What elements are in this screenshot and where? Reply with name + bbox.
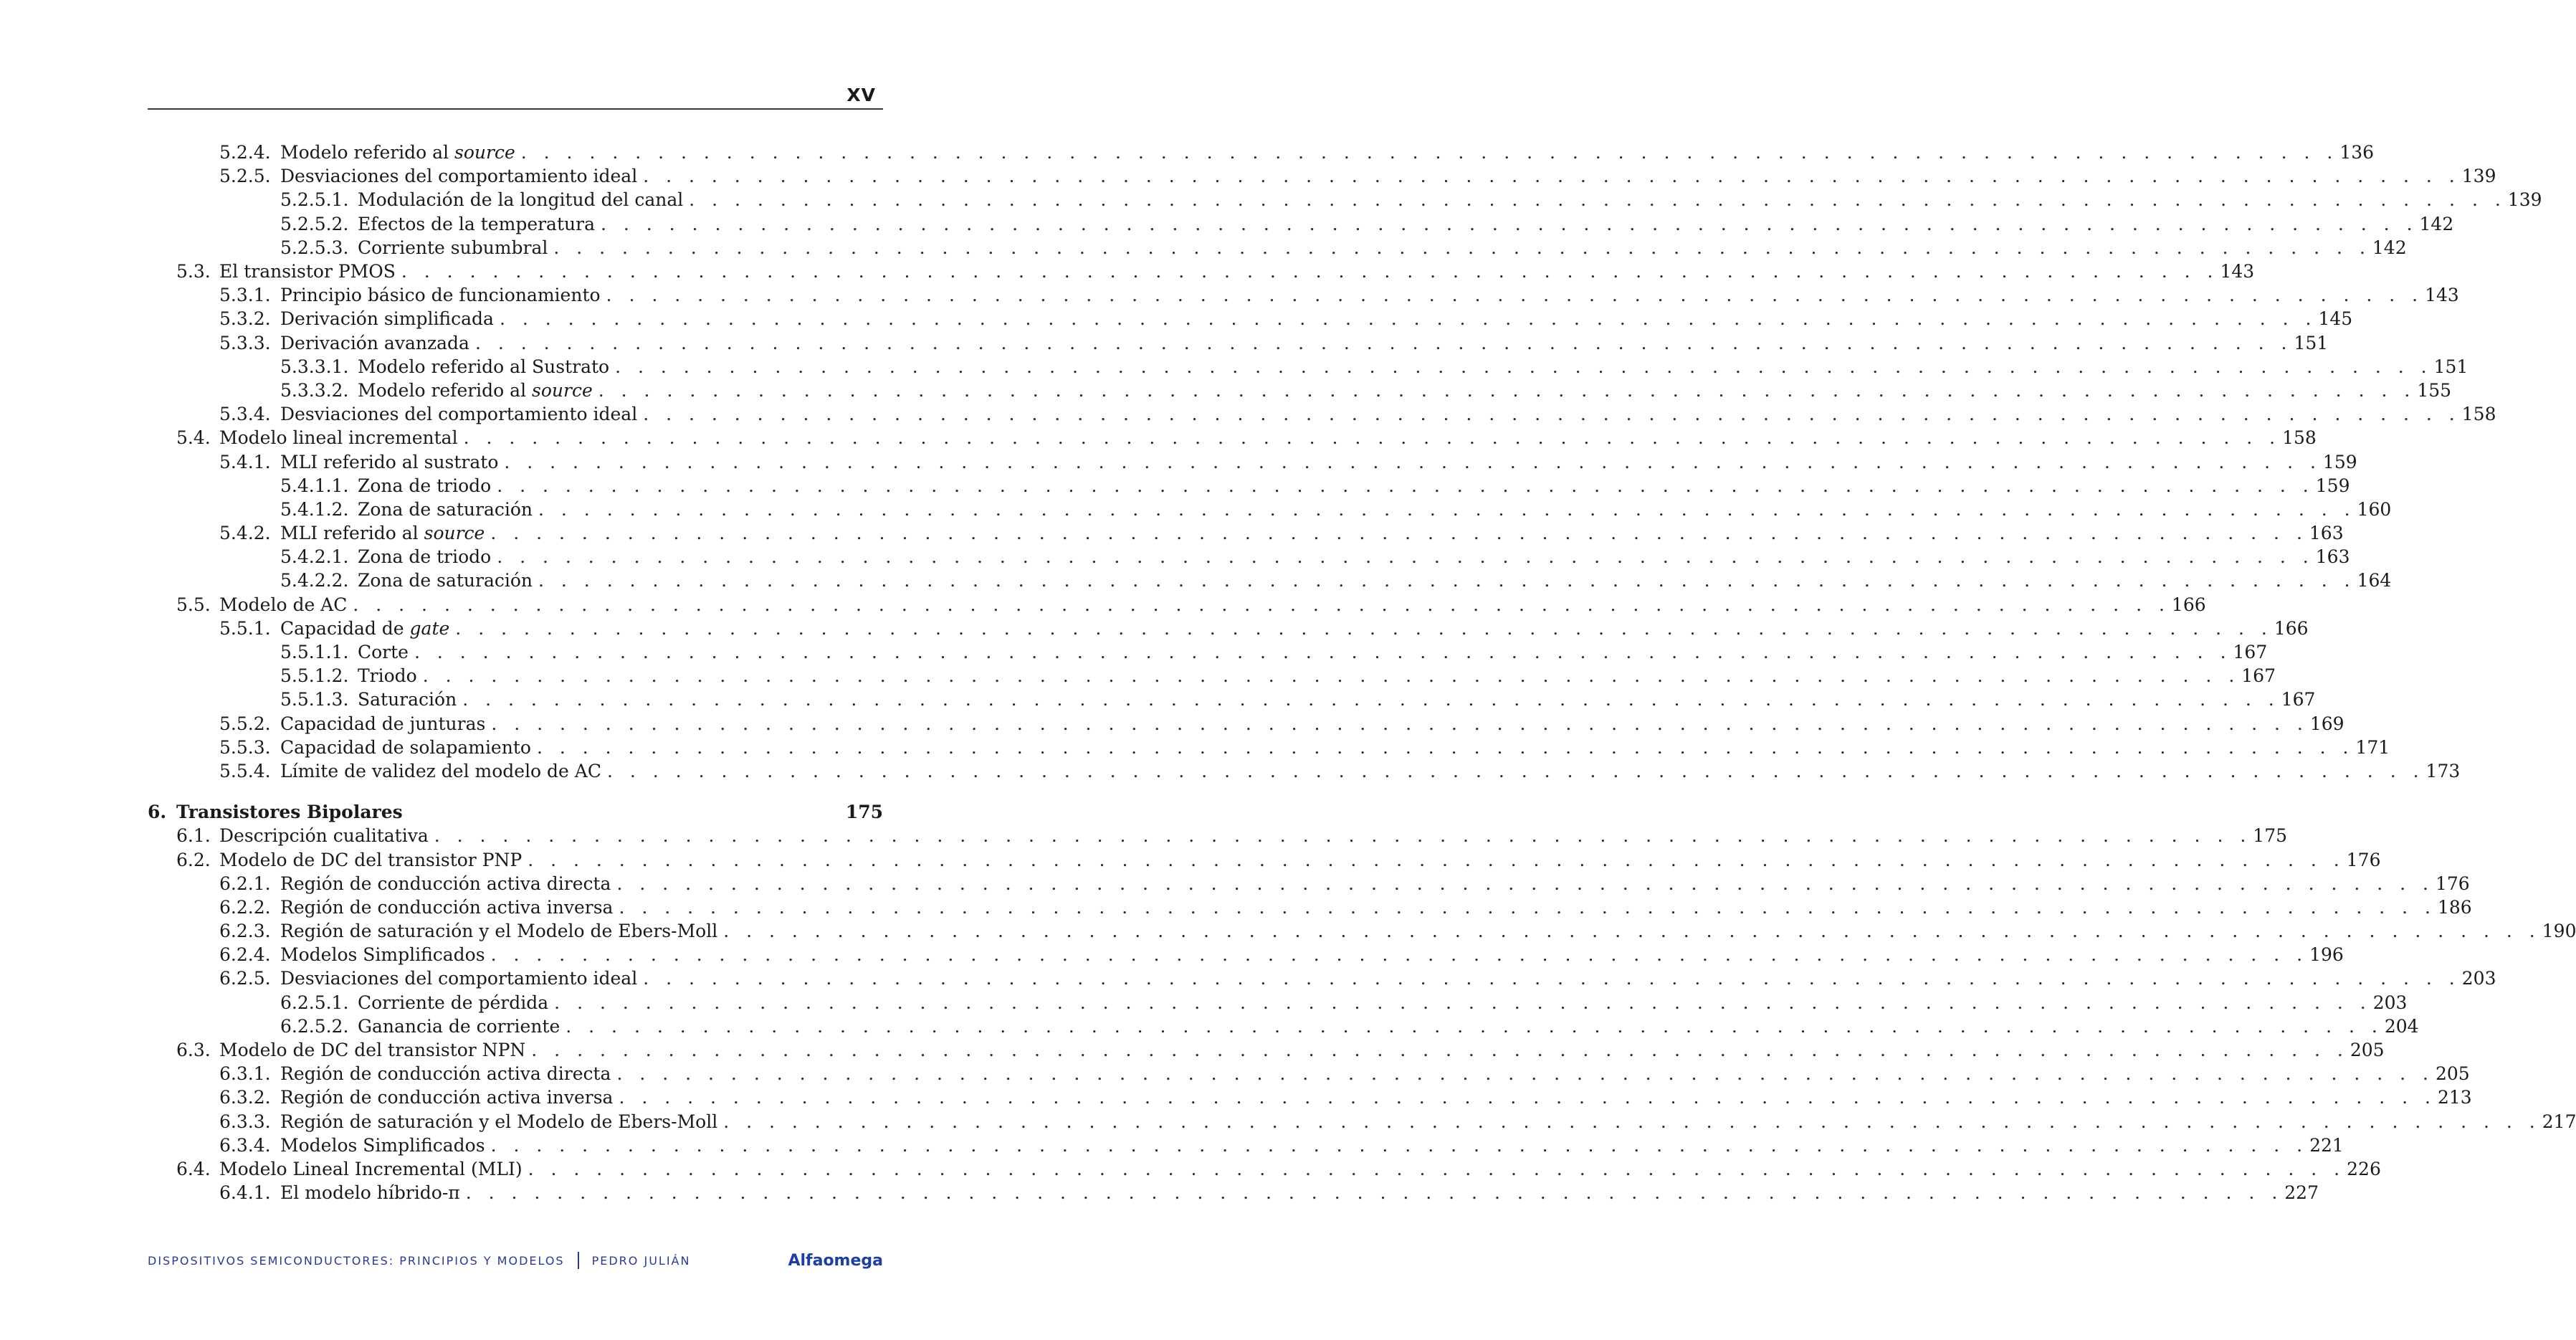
toc-title-text: Zona de triodo (358, 546, 492, 568)
toc-title (219, 594, 353, 615)
toc-leader-dots: . . . . . . . . . . . . . . . . . . . . . . . . . . . . . . . . . . . . . . . . . . . . . . . . . . . . . . . . . . . . . . . . . . . . . . . . . . . . . . . . (422, 665, 2241, 687)
toc-title-text: Zona de saturación (358, 570, 533, 591)
toc-page-number: 139 (2507, 189, 2542, 211)
toc-page-number: 167 (2241, 665, 2276, 687)
toc-row[interactable] (148, 402, 2496, 426)
toc-title-text: Derivación avanzada (280, 332, 469, 353)
toc-row[interactable] (148, 498, 2392, 521)
toc-row[interactable] (148, 759, 2461, 783)
toc-title-text: Región de conducción activa inversa (280, 1087, 614, 1108)
toc-leader-dots: . . . . . . . . . . . . . . . . . . . . . . . . . . . . . . . . . . . . . . . . . . . . . . . . . . . . . . . . . . . . . . . . . . . . . . . . . . . . . . . . (538, 570, 2356, 591)
toc-title-text: Desviaciones del comportamiento ideal (280, 166, 638, 187)
toc-leader-dots: . . . . . . . . . . . . . . . . . . . . . . . . . . . . . . . . . . . . . . . . . . . . . . . . . . . . . . . . . . . . . . . . . . . . . . . . . . . . . . . . (353, 594, 2170, 615)
toc-title-text: Modelo lineal incremental (219, 427, 458, 449)
toc-number: 5.3.2. (219, 308, 271, 330)
toc-number: 5.4.2.2. (280, 570, 349, 591)
toc-number: 6. (148, 802, 167, 823)
toc-row[interactable] (148, 1110, 2576, 1134)
toc-title-text: Descripción cualitativa (219, 825, 429, 847)
toc-title (280, 968, 643, 989)
toc-leader-dots: . . . . . . . . . . . . . . . . . . . . . . . . . . . . . . . . . . . . . . . . . . . . . . . . . . . . . . . . . . . . . . . . . . . . . . . . . . . . . . . . (689, 189, 2506, 211)
toc-title (176, 802, 409, 822)
toc-page-number: 203 (2461, 968, 2496, 989)
toc-number: 5.5.1.3. (280, 689, 349, 711)
toc-page-number: 163 (2315, 546, 2350, 568)
toc-leader-dots: . . . . . . . . . . . . . . . . . . . . . . . . . . . . . . . . . . . . . . . . . . . . . . . . . . . . . . . . . . . . . . . . . . . . . . . . . . . . . . . . (554, 992, 2372, 1013)
toc-row[interactable] (148, 379, 2452, 402)
toc-title (280, 285, 606, 305)
toc-page-number: 213 (2438, 1087, 2472, 1108)
toc-title-text: Transistores Bipolares (176, 802, 403, 823)
toc-title (280, 523, 490, 543)
toc-page-number: 159 (2315, 475, 2350, 496)
header-rule (148, 108, 883, 110)
toc-title-emphasis: gate (409, 617, 450, 639)
toc-number: 6.2.4. (219, 944, 271, 966)
toc-title-text: Modelo referido al (358, 379, 533, 401)
toc-number: 5.4.2.1. (280, 546, 349, 568)
toc-title-emphasis: source (532, 379, 593, 401)
toc-leader-dots: . . . . . . . . . . . . . . . . . . . . . . . . . . . . . . . . . . . . . . . . . . . . . . . . . . . . . . . . . . . . . . . . . . . . . . . . . . . . . . . . (491, 713, 2309, 734)
toc-title-text: Región de conducción activa directa (280, 873, 611, 894)
toc-row[interactable] (148, 1062, 2470, 1085)
toc-title (280, 452, 504, 472)
toc-row[interactable] (148, 966, 2496, 990)
toc-title (358, 570, 538, 591)
toc-leader-dots: . . . . . . . . . . . . . . . . . . . . . . . . . . . . . . . . . . . . . . . . . . . . . . . . . . . . . . . . . . . . . . . . . . . . . . . . . . . . . . . . (723, 1111, 2541, 1132)
toc-number: 5.5.3. (219, 736, 271, 758)
toc-page-number: 204 (2384, 1015, 2419, 1037)
toc-leader-dots: . . . . . . . . . . . . . . . . . . . . . . . . . . . . . . . . . . . . . . . . . . . . . . . . . . . . . . . . . . . . . . . . . . . . . . . . . . . . . . . . (499, 308, 2317, 330)
toc-page-number: 166 (2274, 617, 2309, 639)
toc-title (358, 992, 554, 1013)
toc-number: 6.4.1. (219, 1182, 271, 1204)
toc-row[interactable] (148, 307, 2353, 331)
toc-row[interactable] (148, 1181, 2319, 1204)
toc-number: 5.2.5. (219, 166, 271, 187)
toc-row[interactable] (148, 141, 2375, 164)
toc-page-number: 159 (2322, 451, 2357, 472)
toc-title-text: Modelos Simplificados (280, 1134, 485, 1156)
toc-title-text: MLI referido al (280, 523, 424, 544)
toc-number: 5.5.2. (219, 713, 271, 734)
toc-leader-dots: . . . . . . . . . . . . . . . . . . . . . . . . . . . . . . . . . . . . . . . . . . . . . . . . . . . . . . . . . . . . . . . . . . . . . . . . . . . . . . . . (455, 617, 2273, 639)
toc-title (280, 1087, 619, 1108)
toc-row[interactable] (148, 521, 2344, 545)
toc-row[interactable] (148, 212, 2454, 236)
toc-title-text: Modelo de AC (219, 594, 348, 615)
toc-leader-dots: . . . . . . . . . . . . . . . . . . . . . . . . . . . . . . . . . . . . . . . . . . . . . . . . . . . . . . . . . . . . . . . . . . . . . . . . . . . . . . . . (465, 1182, 2284, 1204)
toc-title-text: Capacidad de (280, 617, 410, 639)
toc-page-number: 171 (2355, 736, 2390, 758)
toc-title (358, 214, 601, 234)
toc-leader-dots: . . . . . . . . . . . . . . . . . . . . . . . . . . . . . . . . . . . . . . . . . . . . . . . . . . . . . . . . . . . . . . . . . . . . . . . . . . . . . . . . (643, 968, 2461, 989)
toc-title-text: Ganancia de corriente (358, 1015, 560, 1037)
toc-leader-dots: . . . . . . . . . . . . . . . . . . . . . . . . . . . . . . . . . . . . . . . . . . . . . . . . . . . . . . . . . . . . . . . . . . . . . . . . . . . . . . . . (643, 404, 2461, 425)
toc-leader-dots: . . . . . . . . . . . . . . . . . . . . . . . . . . . . . . . . . . . . . . . . . . . . . . . . . . . . . . . . . . . . . . . . . . . . . . . . . . . . . . . . (528, 849, 2345, 870)
toc-row[interactable] (148, 260, 2255, 283)
toc-title (358, 189, 689, 210)
toc-title-emphasis: source (454, 142, 515, 163)
toc-row[interactable] (148, 736, 2390, 759)
toc-title-text: Capacidad de junturas (280, 713, 486, 734)
toc-title (280, 1182, 466, 1203)
toc-page-number: 151 (2294, 332, 2329, 353)
toc-row[interactable] (148, 847, 2381, 871)
toc-number: 6.3.2. (219, 1087, 271, 1108)
toc-title (358, 356, 615, 377)
toc-title (219, 427, 464, 448)
toc-title (358, 475, 497, 496)
toc-page-number: 155 (2417, 379, 2452, 401)
toc-leader-dots: . . . . . . . . . . . . . . . . . . . . . . . . . . . . . . . . . . . . . . . . . . . . . . . . . . . . . . . . . . . . . . . . . . . . . . . . . . . . . . . . (401, 261, 2219, 282)
toc-row[interactable] (148, 688, 2316, 711)
toc-number: 5.3. (176, 261, 211, 282)
toc-page-number: 221 (2309, 1134, 2344, 1156)
toc-number: 6.2.1. (219, 873, 271, 894)
toc-number: 5.3.3. (219, 332, 271, 353)
toc-leader-dots: . . . . . . . . . . . . . . . . . . . . . . . . . . . . . . . . . . . . . . . . . . . . . . . . . . . . . . . . . . . . . . . . . . . . . . . . . . . . . . . . (490, 523, 2308, 544)
toc-leader-dots: . . . . . . . . . . . . . . . . . . . . . . . . . . . . . . . . . . . . . . . . . . . . . . . . . . . . . . . . . . . . . . . . . . . . . . . . . . . . . . . . (462, 689, 2280, 711)
toc-leader-dots: . . . . . . . . . . . . . . . . . . . . . . . . . . . . . . . . . . . . . . . . . . . . . . . . . . . . . . . . . . . . . . . . . . . . . . . . . . . . . . . . (463, 427, 2281, 449)
toc-leader-dots: . . . . . . . . . . . . . . . . . . . . . . . . . . . . . . . . . . . . . . . . . . . . . . . . . . . . . . . . . . . . . . . . . . . . . . . . . . . . . . . . (538, 498, 2356, 520)
toc-number: 5.3.4. (219, 404, 271, 425)
toc-title-text: Modelo de DC del transistor NPN (219, 1040, 526, 1061)
toc-number: 6.3.4. (219, 1134, 271, 1156)
toc-leader-dots: . . . . . . . . . . . . . . . . . . . . . . . . . . . . . . . . . . . . . . . . . . . . . . . . . . . . . . . . . . . . . . . . . . . . . . . . . . . . . . . . (615, 356, 2433, 377)
toc-title (280, 618, 455, 639)
toc-leader-dots: . . . . . . . . . . . . . . . . . . . . . . . . . . . . . . . . . . . . . . . . . . . . . . . . . . . . . . . . . . . . . . . . . . . . . . . . . . . . . . . . (723, 921, 2541, 942)
toc-leader-dots: . . . . . . . . . . . . . . . . . . . . . . . . . . . . . . . . . . . . . . . . . . . . . . . . . . . . . . . . . . . . . . . . . . . . . . . . . . . . . . . . (619, 896, 2436, 918)
toc-title-text: Región de conducción activa directa (280, 1063, 611, 1085)
toc-title (219, 1159, 528, 1179)
toc-row[interactable] (148, 824, 2288, 847)
toc-number: 5.3.3.2. (280, 379, 349, 401)
toc-page-number: 175 (845, 802, 883, 823)
toc-number: 5.4.1. (219, 451, 271, 472)
toc-page-number: 217 (2542, 1111, 2576, 1132)
toc-title (280, 333, 475, 353)
toc-title-text: El transistor PMOS (219, 261, 396, 282)
toc-number: 5.3.3.1. (280, 356, 349, 377)
toc-title-text: Capacidad de solapamiento (280, 736, 531, 758)
toc-title (219, 850, 528, 870)
toc-number: 5.5.1. (219, 617, 271, 639)
toc-title (280, 873, 616, 894)
toc-number: 6.3. (176, 1040, 211, 1061)
toc-title (280, 761, 607, 781)
toc-title-text: Corriente de pérdida (358, 992, 549, 1013)
toc-title-text: Derivación simplificada (280, 308, 494, 330)
toc-title-text: Modelo referido al (280, 142, 455, 163)
toc-row[interactable] (148, 640, 2268, 664)
toc-number: 5.4.2. (219, 523, 271, 544)
toc-leader-dots: . . . . . . . . . . . . . . . . . . . . . . . . . . . . . . . . . . . . . . . . . . . . . . . . . . . . . . . . . . . . . . . . . . . . . . . . . . . . . . . . (474, 332, 2293, 353)
toc-page-number: 175 (2253, 825, 2288, 847)
toc-title-text: Corriente subumbral (358, 237, 548, 258)
toc-row[interactable] (148, 331, 2329, 355)
toc-title (280, 308, 500, 329)
toc-page-number: 143 (2425, 285, 2459, 306)
toc-page-number: 160 (2357, 498, 2392, 520)
toc-row[interactable] (148, 474, 2350, 498)
toc-title (358, 546, 497, 567)
toc-page-number: 145 (2318, 308, 2353, 330)
toc-leader-dots: . . . . . . . . . . . . . . . . . . . . . . . . . . . . . . . . . . . . . . . . . . . . . . . . . . . . . . . . . . . . . . . . . . . . . . . . . . . . . . . . (606, 285, 2424, 306)
toc-leader-dots: . . . . . . . . . . . . . . . . . . . . . . . . . . . . . . . . . . . . . . . . . . . . . . . . . . . . . . . . . . . . . . . . . . . . . . . . . . . . . . . . (497, 546, 2314, 568)
toc-title (280, 737, 537, 758)
toc-title-text: Modelo referido al Sustrato (358, 356, 610, 377)
toc-page-number: 173 (2425, 760, 2461, 781)
toc-row[interactable] (148, 593, 2206, 617)
toc-number: 5.4. (176, 427, 211, 449)
toc-page-number: 166 (2171, 594, 2206, 615)
toc-leader-dots: . . . . . . . . . . . . . . . . . . . . . . . . . . . . . . . . . . . . . . . . . . . . . . . . . . . . . . . . . . . . . . . . . . . . . . . . . . . . . . . . (490, 1134, 2309, 1156)
footer-book-title: DISPOSITIVOS SEMICONDUCTORES: PRINCIPIOS Y MODELOS (148, 1253, 565, 1268)
toc-title-text: Modulación de la longitud del canal (358, 189, 684, 211)
toc-page-number: 203 (2372, 992, 2408, 1013)
toc-row[interactable] (148, 426, 2317, 450)
toc-row[interactable] (148, 617, 2309, 640)
toc-title-text: Desviaciones del comportamiento ideal (280, 968, 638, 989)
toc-leader-dots: . . . . . . . . . . . . . . . . . . . . . . . . . . . . . . . . . . . . . . . . . . . . . . . . . . . . . . . . . . . . . . . . . . . . . . . . . . . . . . . . (553, 237, 2371, 258)
toc-title-text: Corte (358, 642, 409, 663)
toc-page-number: 190 (2542, 921, 2576, 942)
toc-title-text: Región de saturación y el Modelo de Ebers-Moll (280, 1111, 718, 1132)
toc-row[interactable] (148, 283, 2459, 307)
toc-page-number: 136 (2339, 142, 2375, 163)
toc-page-number: 139 (2461, 166, 2496, 187)
toc-title-text: Principio básico de funcionamiento (280, 285, 601, 306)
toc-row[interactable] (148, 1014, 2419, 1038)
toc-leader-dots: . . . . . . . . . . . . . . . . . . . . . . . . . . . . . . . . . . . . . . . . . . . . . . . . . . . . . . . . . . . . . . . . . . . . . . . . . . . . . . . . (643, 166, 2461, 187)
toc-leader-dots: . . . . . . . . . . . . . . . . . . . . . . . . . . . . . . . . . . . . . . . . . . . . . . . . . . . . . . . . . . . . . . . . . . . . . . . . . . . . . . . . (528, 1158, 2346, 1179)
toc-number: 6.3.3. (219, 1111, 271, 1132)
toc-row[interactable] (148, 1038, 2385, 1062)
toc-row[interactable] (148, 1085, 2472, 1109)
toc-chapter-row[interactable] (148, 800, 883, 824)
toc-title (219, 825, 434, 846)
toc-row[interactable] (148, 872, 2470, 895)
toc-title-text: Modelo Lineal Incremental (MLI) (219, 1158, 523, 1179)
toc-page-number: 186 (2438, 896, 2472, 918)
toc-title (280, 142, 521, 163)
toc-page-number: 205 (2350, 1040, 2385, 1061)
toc-row[interactable] (148, 1134, 2344, 1157)
toc-leader-dots: . . . . . . . . . . . . . . . . . . . . . . . . . . . . . . . . . . . . . . . . . . . . . . . . . . . . . . . . . . . . . . . . . . . . . . . . . . . . . . . . (536, 736, 2355, 758)
toc-leader-dots: . . . . . . . . . . . . . . . . . . . . . . . . . . . . . . . . . . . . . . . . . . . . . . . . . . . . . . . . . . . . . . . . . . . . . . . . . . . . . . . . (598, 379, 2416, 401)
toc-number: 5.2.5.3. (280, 237, 349, 258)
toc-number: 6.2.5.1. (280, 992, 349, 1013)
toc-title (280, 166, 643, 186)
toc-number: 6.2. (176, 849, 211, 870)
toc-title-text: MLI referido al sustrato (280, 451, 499, 472)
toc-page-number: 167 (2281, 689, 2316, 711)
toc-title (280, 713, 491, 734)
toc-title-text: Límite de validez del modelo de AC (280, 760, 601, 781)
toc-title-text: Desviaciones del comportamiento ideal (280, 404, 638, 425)
toc-row[interactable] (148, 895, 2472, 919)
toc-page-number: 143 (2220, 261, 2255, 282)
footer-separator (578, 1252, 579, 1269)
toc-title (358, 689, 462, 710)
toc-page-number: 158 (2282, 427, 2317, 449)
toc-leader-dots: . . . . . . . . . . . . . . . . . . . . . . . . . . . . . . . . . . . . . . . . . . . . . . . . . . . . . . . . . . . . . . . . . . . . . . . . . . . . . . . . (414, 642, 2232, 663)
toc-page-number: 226 (2347, 1158, 2381, 1179)
toc-title (219, 1040, 531, 1060)
toc-title (280, 1063, 616, 1084)
toc-page-number: 163 (2309, 523, 2344, 544)
toc-number: 5.5. (176, 594, 211, 615)
toc-number: 6.4. (176, 1158, 211, 1179)
toc-number: 6.2.5.2. (280, 1015, 349, 1037)
toc-page-number: 158 (2461, 404, 2496, 425)
publisher-logo: Alfaomega (788, 1251, 883, 1270)
toc-title-text: Zona de triodo (358, 475, 492, 496)
footer (148, 1248, 883, 1273)
toc-row[interactable] (148, 545, 2350, 569)
toc-title-text: Triodo (358, 665, 417, 687)
toc-title-text: El modelo híbrido-π (280, 1182, 460, 1204)
toc-page-number: 227 (2284, 1182, 2319, 1204)
table-of-contents (148, 141, 2576, 1204)
toc-title (280, 1111, 723, 1132)
toc-leader-dots: . . . . . . . . . . . . . . . . . . . . . . . . . . . . . . . . . . . . . . . . . . . . . . . . . . . . . . . . . . . . . . . . . . . . . . . . . . . . . . . . (434, 825, 2252, 847)
toc-number: 6.1. (176, 825, 211, 847)
toc-number: 5.5.1.1. (280, 642, 349, 663)
toc-title-text: Región de saturación y el Modelo de Ebers-Moll (280, 921, 718, 942)
toc-number: 6.2.5. (219, 968, 271, 989)
toc-title-text: Región de conducción activa inversa (280, 896, 614, 918)
toc-page-number: 164 (2357, 570, 2392, 591)
footer-author: PEDRO JULIÁN (591, 1253, 691, 1268)
page-number: XV (846, 85, 876, 105)
toc-number: 6.2.3. (219, 921, 271, 942)
toc-title-text: Modelo de DC del transistor PNP (219, 849, 523, 870)
toc-title (358, 665, 423, 686)
toc-number: 5.2.5.2. (280, 213, 349, 234)
toc-title (219, 261, 401, 282)
toc-number: 5.5.1.2. (280, 665, 349, 687)
toc-row[interactable] (148, 991, 2408, 1014)
toc-number: 5.2.5.1. (280, 189, 349, 211)
toc-row[interactable] (148, 664, 2276, 688)
toc-page-number: 142 (2372, 237, 2407, 258)
toc-title-text: Saturación (358, 689, 457, 711)
toc-row[interactable] (148, 712, 2344, 736)
toc-leader-dots: . . . . . . . . . . . . . . . . . . . . . . . . . . . . . . . . . . . . . . . . . . . . . . . . . . . . . . . . . . . . . . . . . . . . . . . . . . . . . . . . (504, 451, 2322, 472)
toc-page-number: 151 (2433, 356, 2468, 377)
toc-title-text: Efectos de la temperatura (358, 213, 595, 234)
toc-number: 5.3.1. (219, 285, 271, 306)
toc-row[interactable] (148, 188, 2542, 212)
toc-number: 6.2.2. (219, 896, 271, 918)
toc-row[interactable] (148, 164, 2496, 188)
toc-title-emphasis: source (424, 523, 485, 544)
toc-number: 5.4.1.2. (280, 498, 349, 520)
toc-title (280, 921, 723, 941)
toc-row[interactable] (148, 1157, 2381, 1181)
toc-row[interactable] (148, 943, 2344, 966)
toc-page-number: 196 (2309, 944, 2344, 966)
toc-leader-dots: . . . . . . . . . . . . . . . . . . . . . . . . . . . . . . . . . . . . . . . . . . . . . . . . . . . . . . . . . . . . . . . . . . . . . . . . . . . . . . . . (490, 944, 2309, 966)
toc-title (358, 380, 598, 401)
toc-leader-dots: . . . . . . . . . . . . . . . . . . . . . . . . . . . . . . . . . . . . . . . . . . . . . . . . . . . . . . . . . . . . . . . . . . . . . . . . . . . . . . . . (619, 1087, 2436, 1108)
toc-leader-dots: . . . . . . . . . . . . . . . . . . . . . . . . . . . . . . . . . . . . . . . . . . . . . . . . . . . . . . . . . . . . . . . . . . . . . . . . . . . . . . . . (616, 1063, 2434, 1085)
toc-row[interactable] (148, 450, 2357, 473)
toc-title (280, 1135, 491, 1156)
toc-title-text: Zona de saturación (358, 498, 533, 520)
toc-row[interactable] (148, 355, 2468, 379)
toc-page-number: 176 (2346, 849, 2381, 870)
toc-number: 5.5.4. (219, 760, 271, 781)
toc-title (280, 897, 619, 918)
toc-leader-dots: . . . . . . . . . . . . . . . . . . . . . . . . . . . . . . . . . . . . . . . . . . . . . . . . . . . . . . . . . . . . . . . . . . . . . . . . . . . . . . . . (600, 213, 2418, 234)
toc-leader-dots: . . . . . . . . . . . . . . . . . . . . . . . . . . . . . . . . . . . . . . . . . . . . . . . . . . . . . . . . . . . . . . . . . . . . . . . . . . . . . . . . (497, 475, 2314, 496)
toc-page-number: 205 (2436, 1063, 2470, 1085)
toc-page-number: 167 (2233, 642, 2268, 663)
toc-title (280, 944, 491, 965)
toc-row[interactable] (148, 236, 2407, 260)
toc-leader-dots: . . . . . . . . . . . . . . . . . . . . . . . . . . . . . . . . . . . . . . . . . . . . . . . . . . . . . . . . . . . . . . . . . . . . . . . . . . . . . . . . (607, 760, 2425, 781)
toc-title-text: Modelos Simplificados (280, 944, 485, 966)
toc-title (358, 642, 414, 662)
toc-title (358, 1016, 566, 1037)
toc-leader-dots: . . . . . . . . . . . . . . . . . . . . . . . . . . . . . . . . . . . . . . . . . . . . . . . . . . . . . . . . . . . . . . . . . . . . . . . . . . . . . . . . (616, 873, 2434, 894)
toc-row[interactable] (148, 569, 2392, 592)
toc-leader-dots: . . . . . . . . . . . . . . . . . . . . . . . . . . . . . . . . . . . . . . . . . . . . . . . . . . . . . . . . . . . . . . . . . . . . . . . . . . . . . . . . (531, 1040, 2349, 1061)
toc-page-number: 142 (2419, 213, 2454, 234)
toc-row[interactable] (148, 919, 2576, 943)
toc-leader-dots: . . . . . . . . . . . . . . . . . . . . . . . . . . . . . . . . . . . . . . . . . . . . . . . . . . . . . . . . . . . . . . . . . . . . . . . . . . . . . . . . (520, 142, 2339, 163)
toc-title (358, 237, 553, 258)
toc-leader-dots: . . . . . . . . . . . . . . . . . . . . . . . . . . . . . . . . . . . . . . . . . . . . . . . . . . . . . . . . . . . . . . . . . . . . . . . . . . . . . . . . (566, 1015, 2383, 1037)
toc-title (358, 499, 538, 520)
toc-number: 6.3.1. (219, 1063, 271, 1085)
toc-title (280, 404, 643, 424)
toc-page-number: 169 (2309, 713, 2344, 734)
toc-number: 5.4.1.1. (280, 475, 349, 496)
toc-page-number: 176 (2436, 873, 2470, 894)
toc-number: 5.2.4. (219, 142, 271, 163)
